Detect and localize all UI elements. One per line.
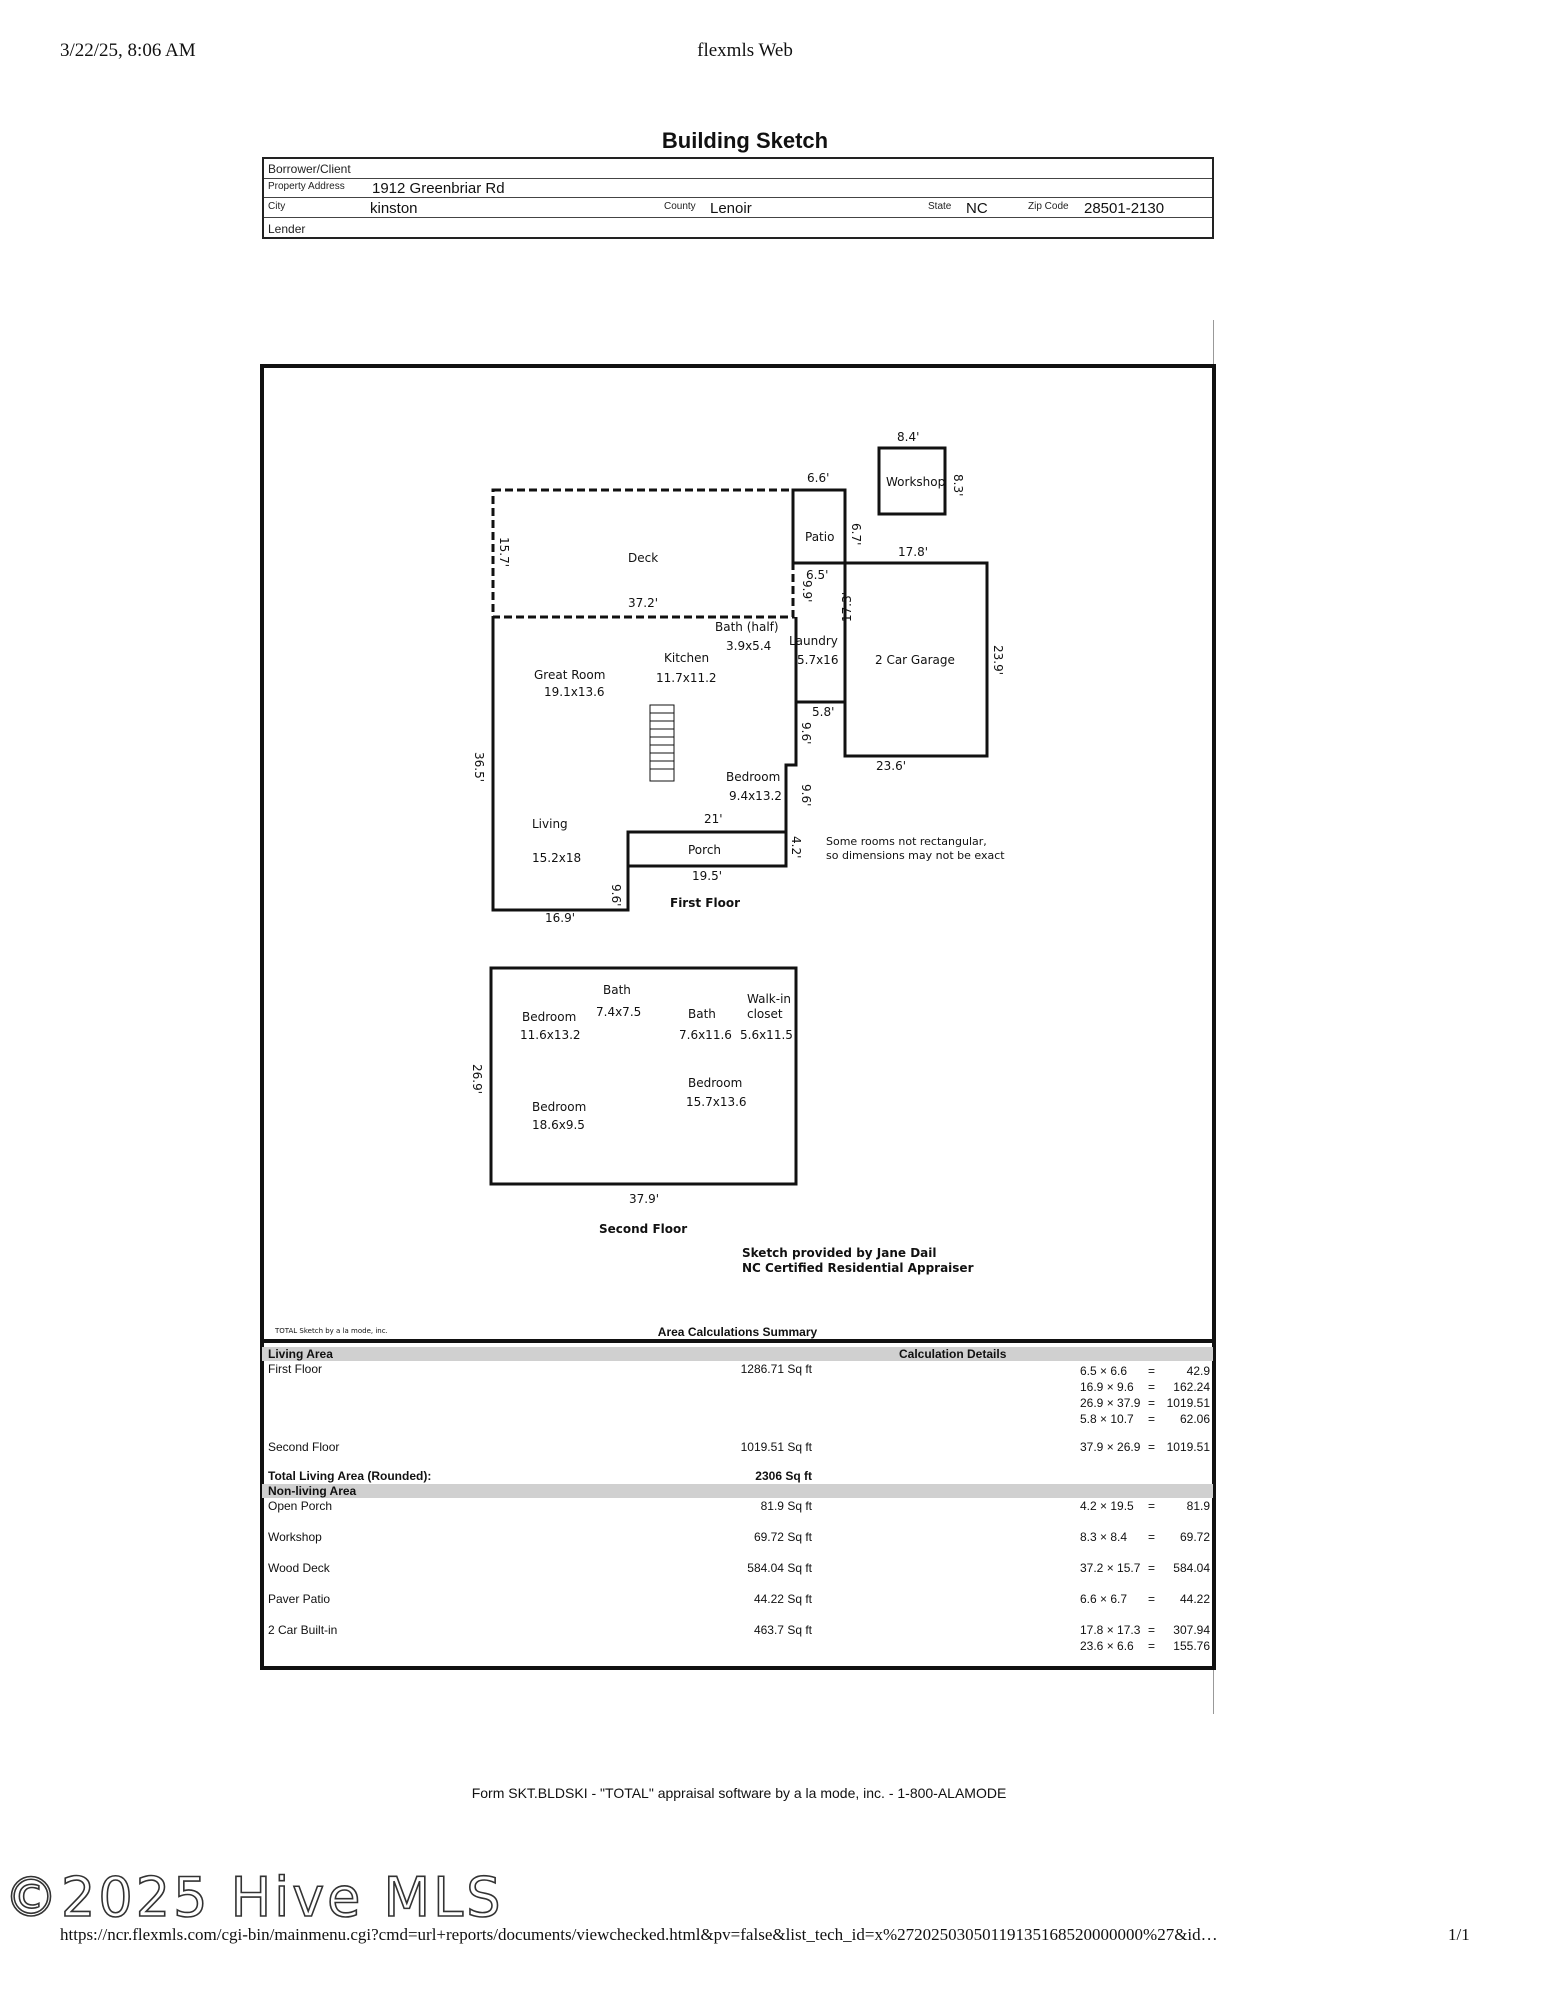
- copyright-watermark: ©2025 Hive MLS: [4, 1866, 504, 1929]
- nonliving-area-header: Non-living Area: [268, 1484, 357, 1498]
- calc-expr: 6.6 × 6.7: [1080, 1592, 1128, 1606]
- calc-eq: =: [1148, 1639, 1156, 1653]
- calc-expr: 37.9 × 26.9: [1080, 1440, 1141, 1454]
- calc-eq: =: [1148, 1412, 1156, 1426]
- sf-room-bath-1: Bath: [603, 983, 631, 997]
- dim-patio-depth: 6.7': [849, 523, 863, 546]
- nonliving-row-area: 81.9 Sq ft: [760, 1499, 812, 1513]
- sf-room-bedroom-2: Bedroom: [688, 1076, 743, 1090]
- borrower-label: Borrower/Client: [268, 162, 351, 176]
- first-floor-row-area: 1286.71 Sq ft: [740, 1362, 812, 1376]
- sf-room-bedroom-1: Bedroom: [522, 1010, 577, 1024]
- print-page-count: 1/1: [1448, 1925, 1470, 1944]
- patio-outline: [793, 490, 845, 563]
- calc-eq: =: [1148, 1561, 1156, 1575]
- sf-room-bath-2: Bath: [688, 1007, 716, 1021]
- calc-expr: 6.5 × 6.6: [1080, 1364, 1128, 1378]
- sf-walkin-line-1: Walk-in: [747, 992, 792, 1006]
- nonliving-row-area: 463.7 Sq ft: [753, 1623, 812, 1637]
- calc-result: 1019.51: [1166, 1440, 1210, 1454]
- room-porch: Porch: [688, 843, 722, 857]
- dim-porch-top: 21': [704, 812, 723, 826]
- room-workshop: Workshop: [886, 475, 946, 489]
- calc-result: 162.24: [1173, 1380, 1210, 1394]
- calc-expr: 5.8 × 10.7: [1080, 1412, 1134, 1426]
- lender-label: Lender: [268, 222, 306, 236]
- calc-eq: =: [1148, 1440, 1156, 1454]
- calc-expr: 16.9 × 9.6: [1080, 1380, 1134, 1394]
- nonliving-row-area: 584.04 Sq ft: [747, 1561, 812, 1575]
- dim-laundry-top: 6.5': [806, 568, 829, 582]
- second-floor-title: Second Floor: [599, 1222, 688, 1236]
- nonliving-row-label: 2 Car Built-in: [268, 1623, 338, 1637]
- calc-result: 62.06: [1179, 1412, 1210, 1426]
- sf-dim-side: 26.9': [470, 1064, 484, 1095]
- calc-expr: 8.3 × 8.4: [1080, 1530, 1128, 1544]
- note-line-2: so dimensions may not be exact: [826, 849, 1005, 862]
- property-address-label: Property Address: [268, 181, 345, 192]
- room-bedroom-1: Bedroom: [726, 770, 781, 784]
- dim-patio-width: 6.6': [807, 471, 830, 485]
- dim-porch-depth: 4.2': [789, 836, 803, 859]
- dim-garage-top: 17.8': [898, 545, 929, 559]
- dim-laundry-left: 9.9': [800, 580, 814, 603]
- nonliving-row-label: Workshop: [268, 1530, 322, 1544]
- state-value: NC: [966, 200, 988, 217]
- dim-garage-depth: 23.9': [991, 645, 1005, 676]
- calc-eq: =: [1148, 1623, 1156, 1637]
- room-bedroom-1-dims: 9.4x13.2: [729, 789, 782, 803]
- calc-expr: 23.6 × 6.6: [1080, 1639, 1134, 1653]
- calc-result: 69.72: [1179, 1530, 1210, 1544]
- form-title: Building Sketch: [661, 128, 829, 153]
- dim-bottom-wall: 16.9': [545, 911, 576, 925]
- county-value: Lenoir: [710, 200, 752, 217]
- area-summary-rule: [262, 1339, 1213, 1343]
- calc-details-header: Calculation Details: [899, 1347, 1007, 1361]
- print-url: https://ncr.flexmls.com/cgi-bin/mainmenu.cgi?cmd=url+reports/documents/viewchecked.html&pv=false&list_tech_id=x%27202503050119135168520000000%27&id…: [60, 1925, 1218, 1944]
- room-living-dims: 15.2x18: [532, 851, 582, 865]
- second-floor-row-label: Second Floor: [268, 1440, 340, 1454]
- calc-result: 307.94: [1173, 1623, 1210, 1637]
- living-area-header: Living Area: [268, 1347, 333, 1361]
- room-kitchen: Kitchen: [664, 651, 710, 665]
- city-value: kinston: [370, 200, 418, 217]
- calc-eq: =: [1148, 1530, 1156, 1544]
- room-bath-half: Bath (half): [715, 620, 779, 634]
- dim-garage-bottom: 23.6': [876, 759, 907, 773]
- calc-result: 44.22: [1179, 1592, 1210, 1606]
- print-datetime: 3/22/25, 8:06 AM: [60, 40, 196, 61]
- room-laundry: Laundry: [789, 634, 838, 648]
- calc-eq: =: [1148, 1364, 1156, 1378]
- state-label: State: [928, 201, 952, 212]
- calc-result: 42.9: [1186, 1364, 1210, 1378]
- calc-expr: 17.8 × 17.3: [1080, 1623, 1141, 1637]
- print-page-title: flexmls Web: [697, 40, 793, 61]
- nonliving-row-area: 44.22 Sq ft: [753, 1592, 812, 1606]
- room-garage: 2 Car Garage: [875, 653, 955, 667]
- dim-step-9-6a: 9.6': [799, 722, 813, 745]
- nonliving-row-label: Open Porch: [268, 1499, 333, 1513]
- room-kitchen-dims: 11.7x11.2: [656, 671, 717, 685]
- stairs-icon: [650, 705, 674, 781]
- calc-result: 584.04: [1173, 1561, 1210, 1575]
- room-deck: Deck: [628, 551, 659, 565]
- calc-result: 81.9: [1186, 1499, 1210, 1513]
- sf-walkin-dims: 5.6x11.5: [740, 1028, 793, 1042]
- nonliving-row-label: Wood Deck: [268, 1561, 330, 1575]
- sf-room-bedroom-3-dims: 18.6x9.5: [532, 1118, 585, 1132]
- calc-eq: =: [1148, 1592, 1156, 1606]
- dim-laundry-right: 17.3': [840, 591, 854, 622]
- sf-room-bath-1-dims: 7.4x7.5: [596, 1005, 642, 1019]
- area-summary-title: Area Calculations Summary: [657, 1325, 818, 1339]
- dim-bedroom-right: 9.6': [799, 784, 813, 807]
- dim-living-step: 9.6': [609, 884, 623, 907]
- calc-eq: =: [1148, 1380, 1156, 1394]
- dim-deck-depth: 15.7': [497, 537, 511, 568]
- city-label: City: [268, 201, 286, 212]
- credit-line-1: Sketch provided by Jane Dail: [742, 1246, 937, 1260]
- room-great-room-dims: 19.1x13.6: [544, 685, 605, 699]
- nonliving-row-area: 69.72 Sq ft: [753, 1530, 812, 1544]
- sf-room-bedroom-3: Bedroom: [532, 1100, 587, 1114]
- calc-expr: 26.9 × 37.9: [1080, 1396, 1141, 1410]
- second-floor-row-area: 1019.51 Sq ft: [740, 1440, 812, 1454]
- software-note: TOTAL Sketch by a la mode, inc.: [275, 1327, 388, 1335]
- credit-line-2: NC Certified Residential Appraiser: [742, 1261, 974, 1275]
- note-line-1: Some rooms not rectangular,: [826, 835, 987, 848]
- calc-eq: =: [1148, 1396, 1156, 1410]
- room-laundry-dims: 5.7x16: [797, 653, 839, 667]
- total-living-value: 2306 Sq ft: [755, 1469, 812, 1483]
- room-patio: Patio: [805, 530, 835, 544]
- sf-room-bedroom-2-dims: 15.7x13.6: [686, 1095, 747, 1109]
- sf-dim-bottom: 37.9': [629, 1192, 660, 1206]
- nonliving-row-label: Paver Patio: [268, 1592, 331, 1606]
- first-floor-row-label: First Floor: [268, 1362, 322, 1376]
- sf-room-bedroom-1-dims: 11.6x13.2: [520, 1028, 581, 1042]
- zip-label: Zip Code: [1028, 201, 1069, 212]
- first-floor-title: First Floor: [670, 896, 741, 910]
- total-living-label: Total Living Area (Rounded):: [268, 1469, 432, 1483]
- zip-value: 28501-2130: [1084, 200, 1165, 217]
- property-address-value: 1912 Greenbriar Rd: [372, 180, 505, 197]
- dim-left-wall: 36.5': [472, 752, 486, 783]
- room-bath-half-dims: 3.9x5.4: [726, 639, 772, 653]
- form-footer-note: Form SKT.BLDSKI - "TOTAL" appraisal software by a la mode, inc. - 1-800-ALAMODE: [471, 1785, 1007, 1801]
- dim-workshop-depth: 8.3': [951, 474, 965, 497]
- calc-expr: 37.2 × 15.7: [1080, 1561, 1141, 1575]
- calc-expr: 4.2 × 19.5: [1080, 1499, 1134, 1513]
- calc-result: 1019.51: [1166, 1396, 1210, 1410]
- calc-eq: =: [1148, 1499, 1156, 1513]
- dim-workshop-width: 8.4': [897, 430, 920, 444]
- dim-step-5-8: 5.8': [812, 705, 835, 719]
- dim-porch-width: 19.5': [692, 869, 723, 883]
- room-living: Living: [532, 817, 568, 831]
- calc-result: 155.76: [1173, 1639, 1210, 1653]
- sf-room-bath-2-dims: 7.6x11.6: [679, 1028, 732, 1042]
- room-great-room: Great Room: [534, 668, 606, 682]
- sf-walkin-line-2: closet: [747, 1007, 783, 1021]
- dim-deck-width: 37.2': [628, 596, 659, 610]
- county-label: County: [664, 201, 696, 212]
